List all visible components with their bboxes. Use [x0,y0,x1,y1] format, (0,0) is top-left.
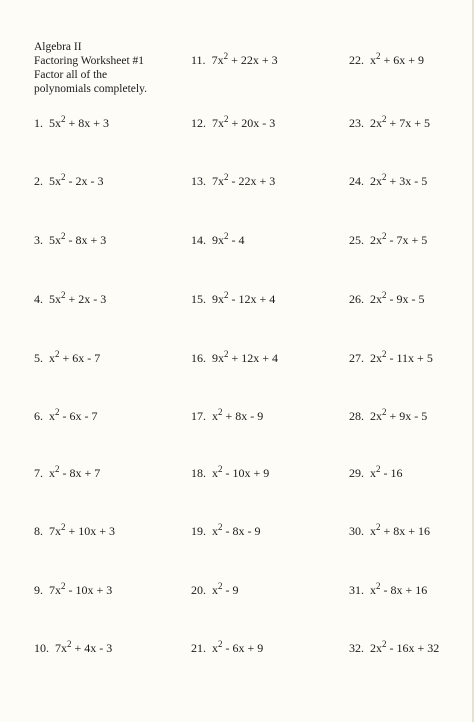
polynomial-expression [370,641,439,655]
problem-number: 20. [191,583,206,597]
polynomial-expression [49,116,109,130]
polynomial-expression [49,233,106,247]
problem-31 [349,583,427,597]
polynomial-expression [49,409,98,423]
expression-text: + 3x - 5 [386,174,428,188]
problem-7 [34,466,100,480]
problem-number: 31. [349,583,364,597]
expression-text: 7x [49,583,61,597]
problem-number: 26. [349,292,364,306]
problem-16 [191,351,278,365]
expression-text: x [212,583,218,597]
expression-text: x [49,466,55,480]
expression-text: + 9x - 5 [386,409,428,423]
problem-number: 8. [34,524,43,538]
expression-text: + 8x + 16 [380,524,431,538]
problem-12 [191,116,275,130]
exponent: 2 [224,172,229,182]
problem-number: 21. [191,641,206,655]
problem-22 [349,53,424,67]
polynomial-expression [212,409,263,423]
problem-number: 15. [191,292,206,306]
problem-number: 2. [34,174,43,188]
exponent: 2 [61,522,66,532]
expression-text: 9x [212,292,224,306]
instruction-line-1: Factor all of the [34,69,108,81]
exponent: 2 [224,114,229,124]
problem-number: 10. [34,641,49,655]
exponent: 2 [61,114,66,124]
expression-text: 9x [212,351,224,365]
exponent: 2 [382,639,387,649]
expression-text: - 6x - 7 [59,409,98,423]
problem-5 [34,351,100,365]
expression-text: x [49,351,55,365]
exponent: 2 [218,407,223,417]
expression-text: 7x [212,174,224,188]
polynomial-expression [212,53,278,67]
expression-text: - 10x + 9 [222,466,270,480]
worksheet-header [34,40,147,96]
expression-text: + 8x + 3 [65,116,110,130]
expression-text: + 6x - 7 [59,351,101,365]
polynomial-expression [212,583,239,597]
expression-text: - 7x + 5 [386,233,428,247]
polynomial-expression [49,583,112,597]
expression-text: x [370,53,376,67]
expression-text: + 2x - 3 [65,292,107,306]
exponent: 2 [55,349,60,359]
expression-text: - 11x + 5 [386,351,433,365]
problem-number: 19. [191,524,206,538]
polynomial-expression [49,351,100,365]
expression-text: - 16 [380,466,403,480]
polynomial-expression [212,233,245,247]
expression-text: + 12x + 4 [228,351,279,365]
problem-number: 6. [34,409,43,423]
problem-number: 9. [34,583,43,597]
problem-23 [349,116,430,130]
exponent: 2 [61,581,66,591]
expression-text: - 10x + 3 [65,583,113,597]
exponent: 2 [218,639,223,649]
problem-number: 22. [349,53,364,67]
problem-17 [191,409,263,423]
instruction-line-2: polynomials completely. [34,83,147,95]
exponent: 2 [61,290,66,300]
expression-text: 2x [370,116,382,130]
problem-6 [34,409,98,423]
problem-number: 32. [349,641,364,655]
expression-text: + 4x - 3 [71,641,113,655]
problem-21 [191,641,263,655]
polynomial-expression [370,53,424,67]
expression-text: - 16x + 32 [386,641,440,655]
problem-3 [34,233,106,247]
polynomial-expression [370,524,430,538]
expression-text: + 22x + 3 [228,53,278,67]
polynomial-expression [55,641,112,655]
expression-text: 2x [370,292,382,306]
expression-text: - 9x - 5 [386,292,425,306]
exponent: 2 [382,407,387,417]
expression-text: 2x [370,351,382,365]
expression-text: x [49,409,55,423]
problem-number: 18. [191,466,206,480]
problem-number: 17. [191,409,206,423]
problem-15 [191,292,275,306]
polynomial-expression [212,351,278,365]
problem-25 [349,233,427,247]
expression-text: + 8x - 9 [222,409,264,423]
exponent: 2 [223,51,229,61]
expression-text: 5x [49,292,61,306]
expression-text: + 10x + 3 [65,524,116,538]
polynomial-expression [370,233,427,247]
expression-text: - 12x + 4 [228,292,276,306]
expression-text: - 8x - 9 [222,524,261,538]
exponent: 2 [376,464,381,474]
expression-text: 9x [212,233,224,247]
polynomial-expression [370,116,430,130]
expression-text: - 6x + 9 [222,641,264,655]
problem-number: 4. [34,292,43,306]
problem-number: 23. [349,116,364,130]
polynomial-expression [370,292,425,306]
problem-28 [349,409,427,423]
expression-text: x [370,583,376,597]
problem-number: 24. [349,174,364,188]
exponent: 2 [218,522,223,532]
expression-text: x [212,524,218,538]
expression-text: 2x [370,233,382,247]
exponent: 2 [382,349,387,359]
problem-number: 14. [191,233,206,247]
exponent: 2 [55,407,60,417]
exponent: 2 [61,231,66,241]
expression-text: - 9 [222,583,239,597]
problem-24 [349,174,427,188]
problem-30 [349,524,430,538]
problem-number: 7. [34,466,43,480]
problem-19 [191,524,261,538]
problem-number: 12. [191,116,206,130]
polynomial-expression [49,292,106,306]
expression-text: 7x [49,524,61,538]
exponent: 2 [382,114,387,124]
expression-text: - 22x + 3 [228,174,276,188]
exponent: 2 [224,290,229,300]
problem-4 [34,292,106,306]
expression-text: - 8x + 7 [59,466,101,480]
exponent: 2 [224,349,229,359]
exponent: 2 [376,581,381,591]
expression-text: 2x [370,174,382,188]
expression-text: - 2x - 3 [65,174,104,188]
expression-text: 5x [49,116,61,130]
problem-11 [191,53,278,67]
expression-text: 5x [49,174,61,188]
problem-number: 13. [191,174,206,188]
problem-1 [34,116,109,130]
problem-29 [349,466,403,480]
expression-text: x [212,466,218,480]
expression-text: 7x [211,53,224,67]
exponent: 2 [218,464,223,474]
expression-text: - 4 [228,233,245,247]
exponent: 2 [382,172,387,182]
problem-26 [349,292,425,306]
problem-number: 28. [349,409,364,423]
exponent: 2 [382,231,387,241]
polynomial-expression [370,466,403,480]
exponent: 2 [61,172,66,182]
expression-text: x [212,409,218,423]
polynomial-expression [212,116,275,130]
polynomial-expression [212,641,263,655]
problem-9 [34,583,112,597]
course-title: Algebra II [34,41,82,53]
problem-number: 11. [191,53,206,67]
expression-text: x [370,466,376,480]
problem-13 [191,174,275,188]
expression-text: 5x [49,233,61,247]
expression-text: 7x [212,116,224,130]
polynomial-expression [370,583,427,597]
polynomial-expression [49,524,115,538]
polynomial-expression [212,292,275,306]
expression-text: x [370,524,376,538]
problem-2 [34,174,104,188]
problem-20 [191,583,239,597]
problem-27 [349,351,433,365]
polynomial-expression [212,524,261,538]
problem-number: 5. [34,351,43,365]
exponent: 2 [376,51,381,61]
problem-10 [34,641,112,655]
problem-number: 3. [34,233,43,247]
expression-text: + 20x - 3 [228,116,276,130]
expression-text: - 8x + 16 [380,583,428,597]
expression-text: 2x [370,641,382,655]
problem-number: 30. [349,524,364,538]
polynomial-expression [370,174,427,188]
exponent: 2 [67,639,72,649]
problem-number: 16. [191,351,206,365]
expression-text: + 6x + 9 [380,53,425,67]
polynomial-expression [212,466,269,480]
exponent: 2 [224,231,229,241]
problem-number: 27. [349,351,364,365]
exponent: 2 [218,581,223,591]
expression-text: 2x [370,409,382,423]
exponent: 2 [382,290,387,300]
expression-text: 7x [55,641,67,655]
exponent: 2 [55,464,60,474]
expression-text: x [212,641,218,655]
polynomial-expression [49,174,104,188]
problem-number: 29. [349,466,364,480]
worksheet-title: Factoring Worksheet #1 [34,55,145,67]
problem-18 [191,466,269,480]
problem-8 [34,524,115,538]
expression-text: + 7x + 5 [386,116,431,130]
polynomial-expression [212,174,275,188]
problem-32 [349,641,439,655]
polynomial-expression [370,409,427,423]
exponent: 2 [376,522,381,532]
problem-number: 1. [34,116,43,130]
problem-14 [191,233,245,247]
problem-number: 25. [349,233,364,247]
polynomial-expression [370,351,433,365]
expression-text: - 8x + 3 [65,233,107,247]
polynomial-expression [49,466,100,480]
